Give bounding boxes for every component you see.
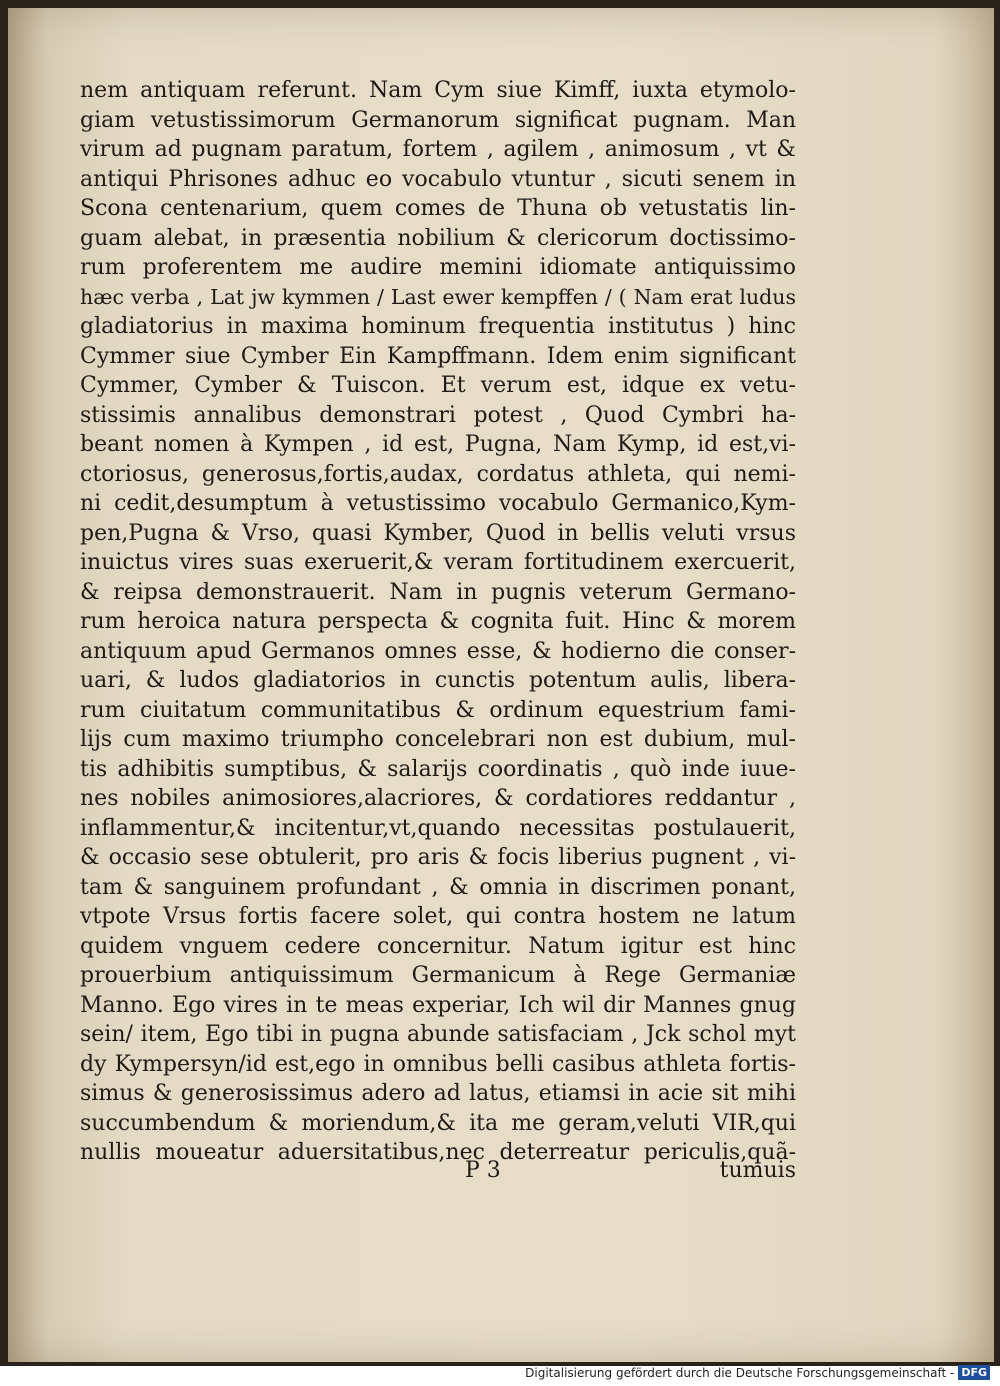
- dfg-logo: DFG: [958, 1365, 990, 1380]
- book-page: [8, 8, 994, 1362]
- text-line: dy Kympersyn/id est,ego in omnibus belli casibus athleta fortis-: [80, 1051, 796, 1077]
- text-line: & reipsa demonstrauerit. Nam in pugnis veterum Germano-: [80, 579, 796, 605]
- text-line: ni cedit,desumptum à vetustissimo vocabulo Germanico,Kym-: [80, 491, 796, 516]
- text-line: Manno. Ego vires in te meas experiar, Ich wil dir Mannes gnug: [80, 992, 796, 1018]
- text-line: nes nobiles animosiores,alacriores, & cordatiores reddantur ,: [80, 786, 796, 811]
- text-line: pen,Pugna & Vrso, quasi Kymber, Quod in bellis veluti vrsus: [80, 520, 796, 546]
- text-line: nem antiquam referunt. Nam Cym siue Kimff, iuxta etymolo-: [80, 78, 796, 103]
- text-line: simus & generosissimus adero ad latus, etiamsi in acie sit mihi: [80, 1081, 796, 1106]
- text-line: Cymmer, Cymber & Tuiscon. Et verum est, idque ex vetu-: [80, 373, 796, 398]
- text-line: giam vetustissimorum Germanorum significat pugnam. Man: [80, 107, 796, 133]
- text-line: beant nomen à Kympen , id est, Pugna, Nam Kymp, id est,vi-: [80, 432, 796, 457]
- text-line: & occasio sese obtulerit, pro aris & focis liberius pugnent , vi-: [80, 845, 796, 870]
- text-line: tam & sanguinem profundant , & omnia in discrimen ponant,: [80, 874, 796, 900]
- text-line: gladiatorius in maxima hominum frequentia institutus ) hinc: [80, 314, 796, 339]
- text-line: quidem vnguem cedere concernitur. Natum igitur est hinc: [80, 933, 796, 959]
- signature-mark: P 3: [465, 1158, 501, 1183]
- text-line: uari, & ludos gladiatorios in cunctis potentum aulis, libera-: [80, 668, 796, 693]
- text-line: rum heroica natura perspecta & cognita fuit. Hinc & morem: [80, 609, 796, 634]
- text-line: virum ad pugnam paratum, fortem , agilem , animosum , vt &: [80, 137, 796, 162]
- text-line: rum ciuitatum communitatibus & ordinum equestrium fami-: [80, 697, 796, 723]
- text-line: rum proferentem me audire memini idiomate antiquissimo: [80, 255, 796, 280]
- text-line: hæc verba , Lat jw kymmen / Last ewer kempffen / ( Nam erat ludus: [80, 284, 796, 309]
- text-line: inuictus vires suas exeruerit,& veram fortitudinem exercuerit,: [80, 550, 796, 575]
- text-line: inflammentur,& incitentur,vt,quando necessitas postulauerit,: [80, 815, 796, 841]
- text-line: Cymmer siue Cymber Ein Kampffmann. Idem enim significant: [80, 343, 796, 369]
- text-line: tis adhibitis sumptibus, & salarijs coordinatis , quò inde iuue-: [80, 756, 796, 782]
- text-line: guam alebat, in præsentia nobilium & clericorum doctissimo-: [80, 225, 796, 251]
- text-line: stissimis annalibus demonstrari potest , Quod Cymbri ha-: [80, 402, 796, 428]
- digitization-credit: [525, 1365, 990, 1380]
- credit-text: Digitalisierung gefördert durch die Deutsche Forschungsgemeinschaft -: [525, 1365, 955, 1380]
- text-line: antiquum apud Germanos omnes esse, & hodierno die conser-: [80, 638, 796, 664]
- body-text: [80, 76, 796, 1168]
- text-line: sein/ item, Ego tibi in pugna abunde satisfaciam , Jck schol myt: [80, 1022, 796, 1047]
- text-line: lijs cum maximo triumpho concelebrari non est dubium, mul-: [80, 727, 796, 752]
- catchword: tumuis: [719, 1158, 796, 1183]
- text-line: nullis moueatur aduersitatibus,nec deterreatur periculis,quã-: [80, 1140, 796, 1165]
- text-line: antiqui Phrisones adhuc eo vocabulo vtuntur , sicuti senem in: [80, 166, 796, 192]
- text-line: succumbendum & moriendum,& ita me geram,veluti VIR,qui: [80, 1110, 796, 1136]
- text-line: Scona centenarium, quem comes de Thuna ob vetustatis lin-: [80, 196, 796, 221]
- text-line: prouerbium antiquissimum Germanicum à Rege Germaniæ: [80, 963, 796, 988]
- text-line: ctoriosus, generosus,fortis,audax, cordatus athleta, qui nemi-: [80, 461, 796, 487]
- page-footer: [80, 1158, 796, 1188]
- text-line: vtpote Vrsus fortis facere solet, qui contra hostem ne latum: [80, 904, 796, 929]
